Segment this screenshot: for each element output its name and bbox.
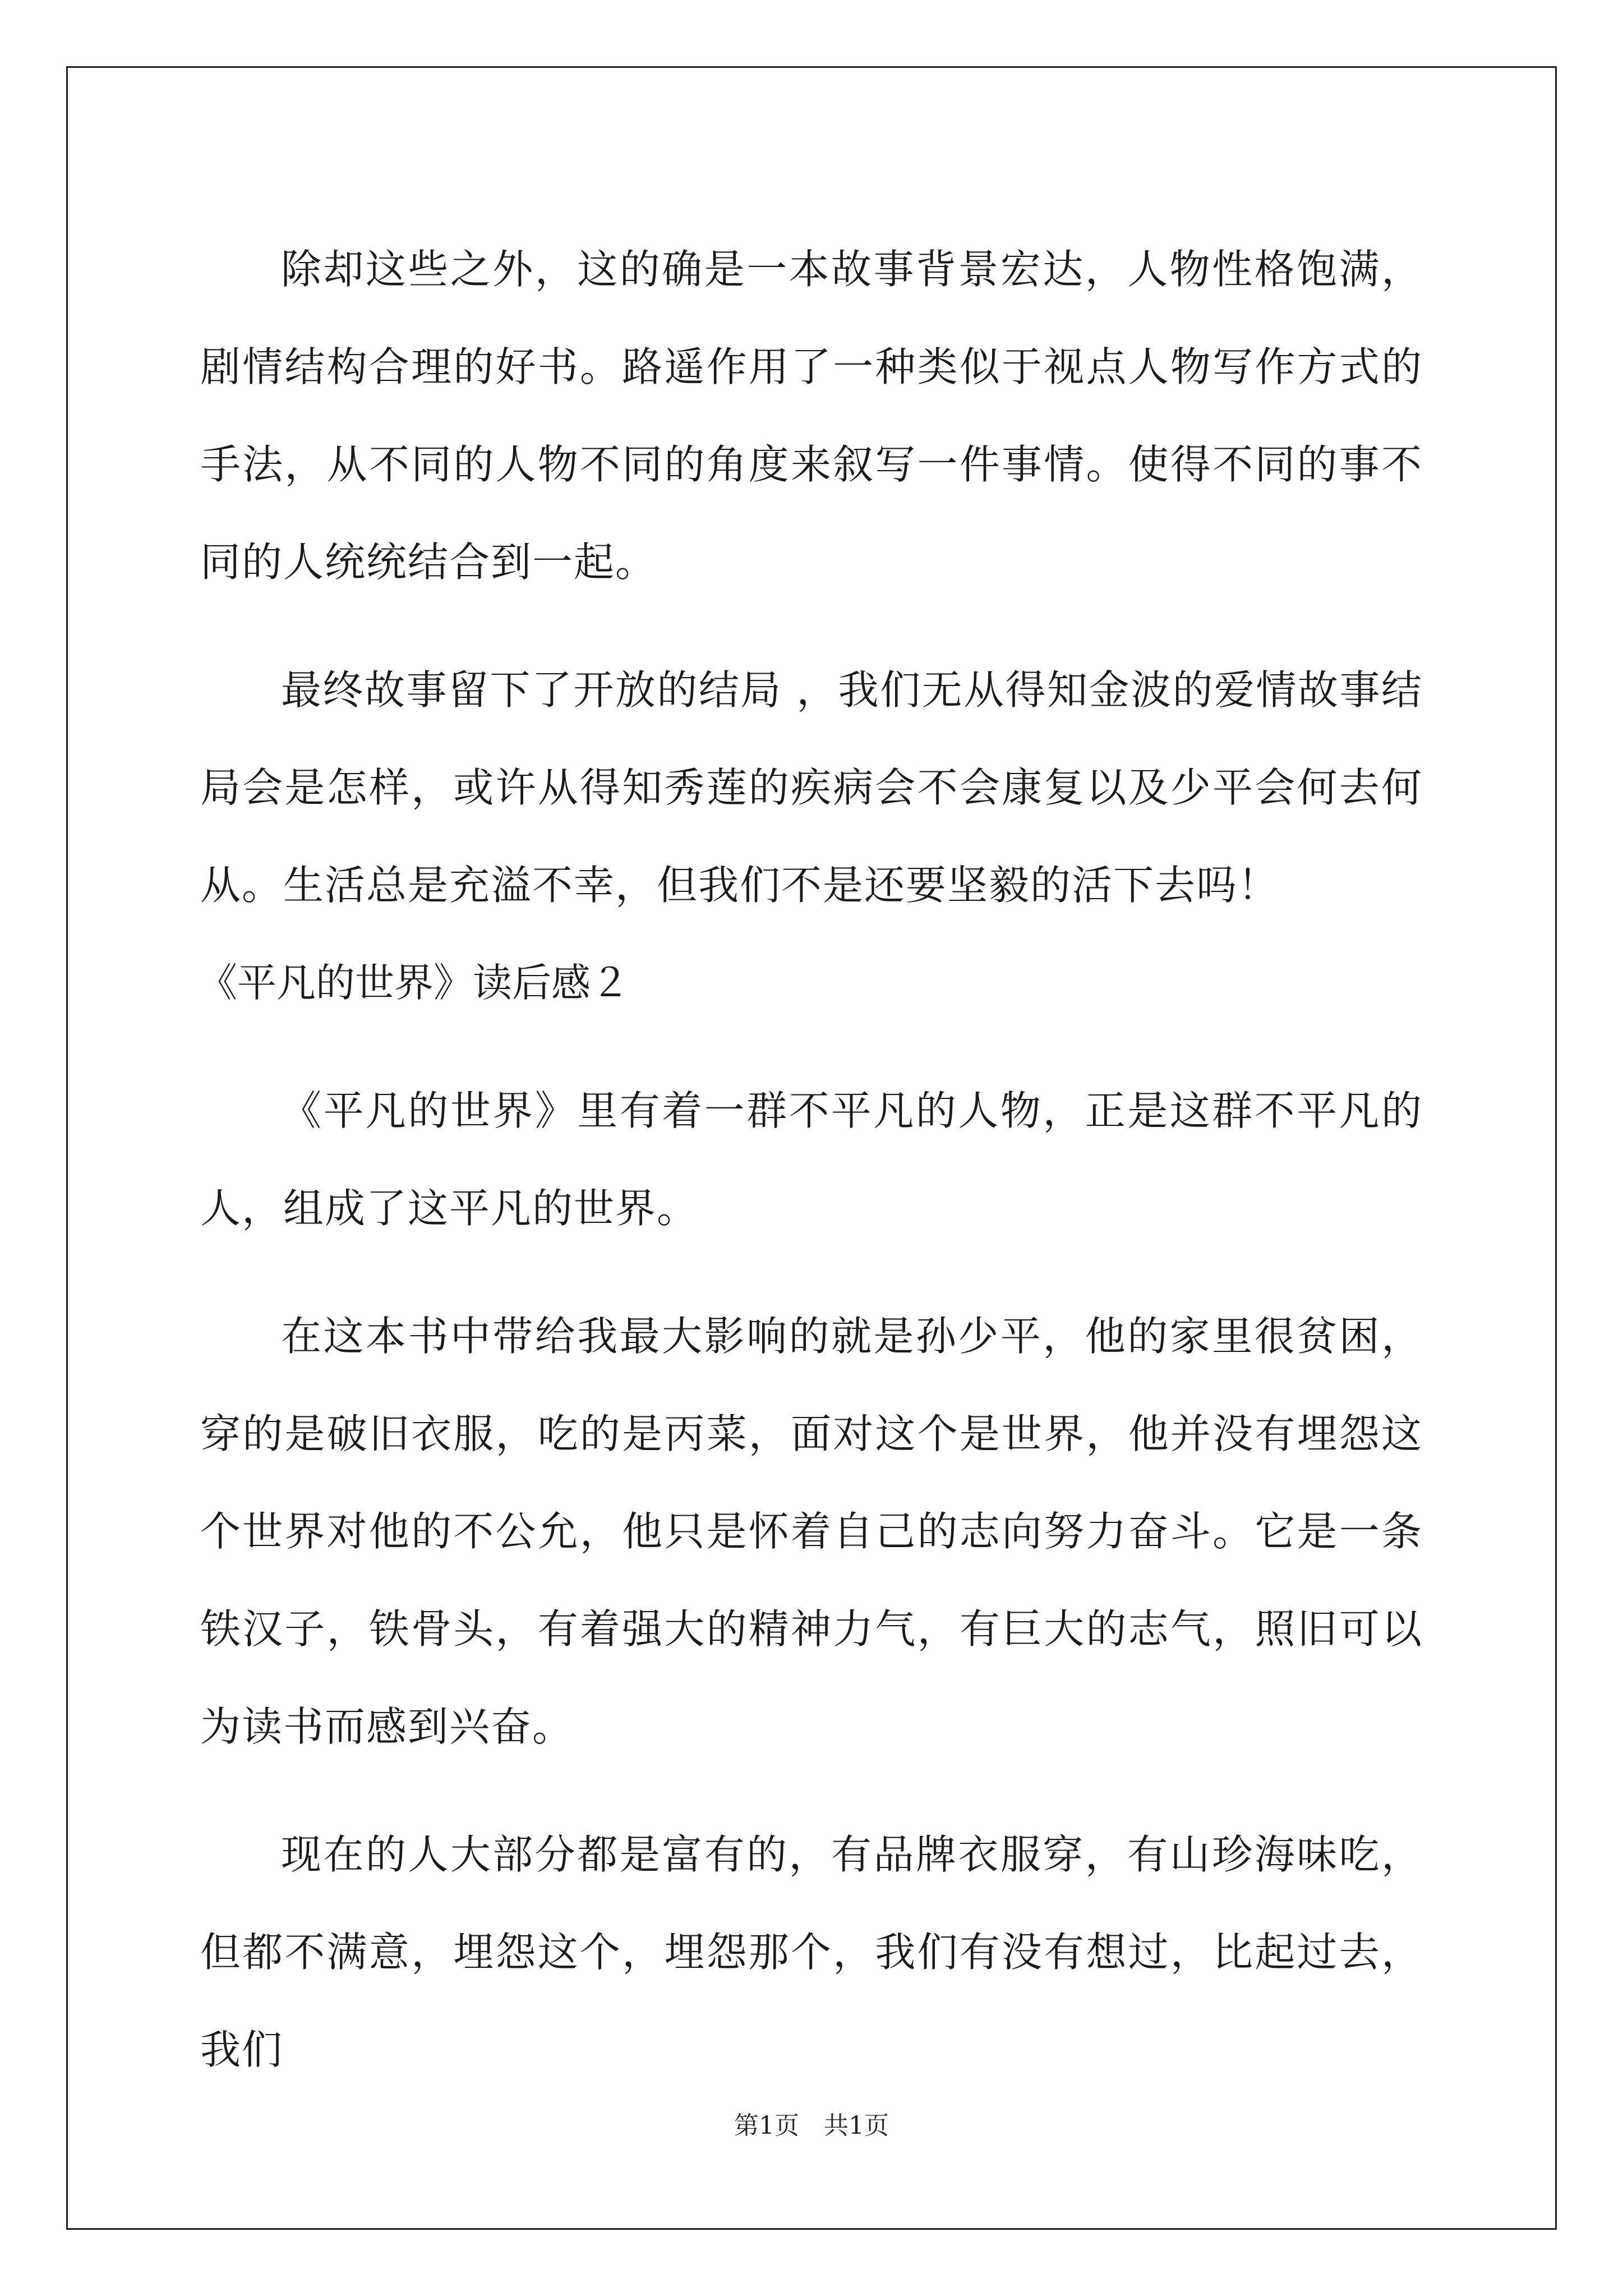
paragraph: 现在的人大部分都是富有的，有品牌衣服穿，有山珍海味吃，但都不满意，埋怨这个，埋怨那个，我们有没有想过，比起过去，我们 [200, 1831, 1423, 2073]
paragraph: 除却这些之外，这的确是一本故事背景宏达，人物性格饱满，剧情结构合理的好书。路遥作用了一种类似于视点人物写作方式的手法，从不同的人物不同的角度来叙写一件事情。使得不同的事不同的人统统结合到一起。 [200, 246, 1423, 586]
paragraph: 在这本书中带给我最大影响的就是孙少平，他的家里很贫困，穿的是破旧衣服，吃的是丙菜，面对这个是世界，他并没有埋怨这个世界对他的不公允，他只是怀着自己的志向努力奋斗。它是一条铁汉子，铁骨头，有着强大的精神力气，有巨大的志气，照旧可以为读书而感到兴奋。 [200, 1313, 1423, 1750]
section-heading: 《平凡的世界》读后感２ [198, 960, 630, 1006]
paragraph: 《平凡的世界》里有着一群不平凡的人物，正是这群不平凡的人，组成了这平凡的世界。 [200, 1087, 1423, 1232]
paragraph: 最终故事留下了开放的结局 ，我们无从得知金波的爱情故事结局会是怎样，或许从得知秀莲的疾病会不会康复以及少平会何去何从。生活总是充溢不幸，但我们不是还要坚毅的活下去吗！ [200, 666, 1423, 909]
page-footer: 第1页 共1页 [734, 2111, 889, 2140]
document-body [200, 220, 1423, 2099]
